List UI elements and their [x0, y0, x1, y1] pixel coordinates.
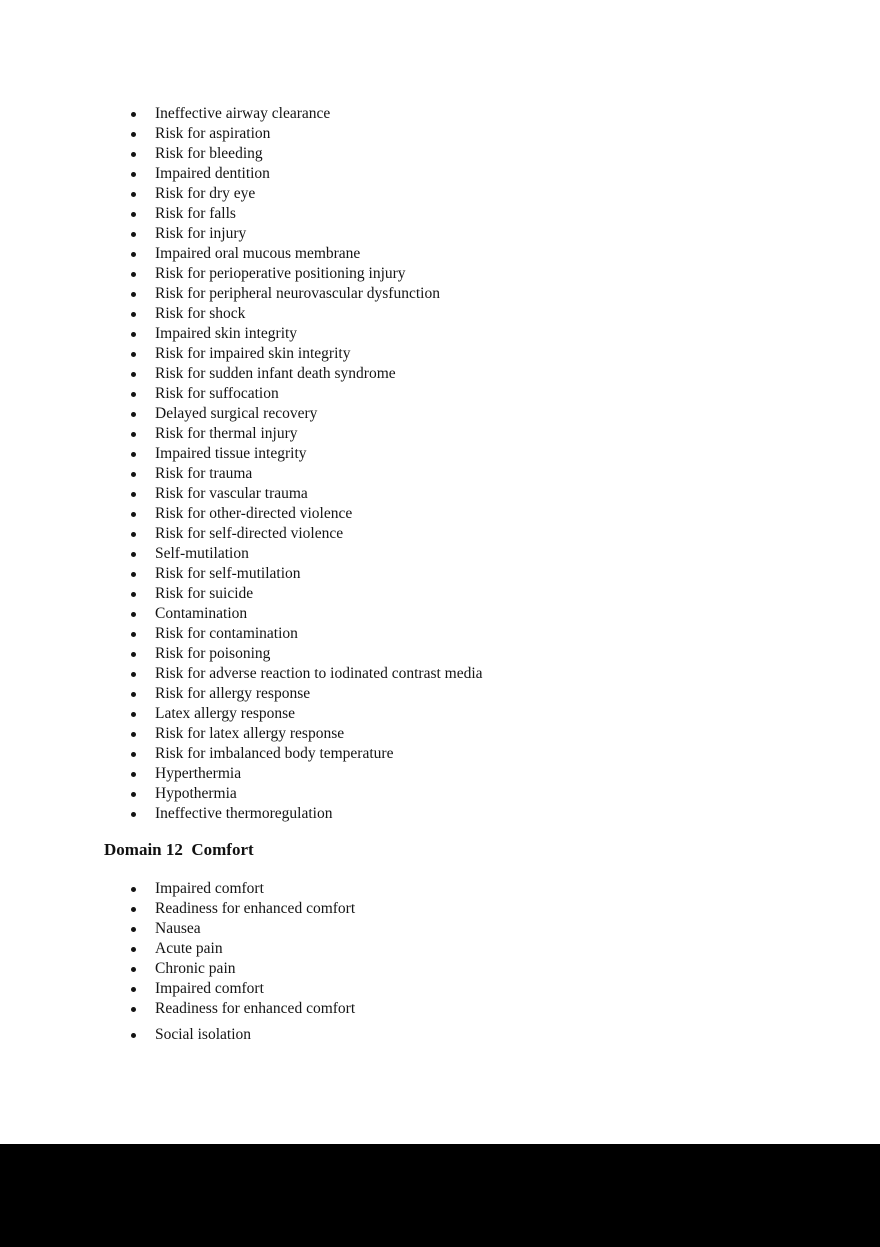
- list-item: [155, 464, 483, 484]
- bullet-icon: [131, 532, 136, 537]
- list-item-text: Risk for shock: [155, 305, 246, 322]
- list-item-text: Risk for sudden infant death syndrome: [155, 365, 396, 382]
- list-item: [155, 804, 483, 824]
- list-item-text: Contamination: [155, 605, 248, 622]
- list-item: [155, 524, 483, 544]
- list-item-text: Social isolation: [155, 1026, 252, 1043]
- comfort-diagnosis-list: [155, 879, 355, 1019]
- bullet-icon: [131, 712, 136, 717]
- list-item: [155, 879, 355, 899]
- footer-black-band: [0, 1144, 880, 1247]
- bullet-icon: [131, 352, 136, 357]
- bullet-icon: [131, 192, 136, 197]
- list-item: [155, 184, 483, 204]
- list-item: [155, 744, 483, 764]
- bullet-icon: [131, 812, 136, 817]
- bullet-icon: [131, 112, 136, 117]
- bullet-icon: [131, 967, 136, 972]
- list-item: [155, 224, 483, 244]
- bullet-icon: [131, 232, 136, 237]
- bullet-icon: [131, 552, 136, 557]
- social-isolation-list: [155, 1025, 251, 1045]
- bullet-icon: [131, 612, 136, 617]
- list-item-text: Nausea: [155, 920, 201, 937]
- list-item-text: Risk for adverse reaction to iodinated contrast media: [155, 665, 483, 682]
- list-item: [155, 1025, 251, 1045]
- list-item-text: Impaired skin integrity: [155, 325, 298, 342]
- bullet-icon: [131, 252, 136, 257]
- bullet-icon: [131, 472, 136, 477]
- list-item-text: Risk for falls: [155, 205, 236, 222]
- list-item: [155, 784, 483, 804]
- bullet-icon: [131, 947, 136, 952]
- list-item: [155, 284, 483, 304]
- bullet-icon: [131, 432, 136, 437]
- list-item-text: Risk for peripheral neurovascular dysfunction: [155, 285, 440, 302]
- bullet-icon: [131, 312, 136, 317]
- list-item: [155, 939, 355, 959]
- list-item: [155, 584, 483, 604]
- list-item: [155, 144, 483, 164]
- list-item-text: Acute pain: [155, 940, 223, 957]
- list-item-text: Hyperthermia: [155, 765, 242, 782]
- list-item-text: Risk for imbalanced body temperature: [155, 745, 394, 762]
- list-item-text: Risk for dry eye: [155, 185, 256, 202]
- list-item-text: Risk for injury: [155, 225, 247, 242]
- bullet-icon: [131, 927, 136, 932]
- list-item-text: Ineffective thermoregulation: [155, 805, 333, 822]
- list-item-text: Impaired tissue integrity: [155, 445, 307, 462]
- list-item: [155, 764, 483, 784]
- list-item-text: Risk for self-directed violence: [155, 525, 344, 542]
- list-item: [155, 704, 483, 724]
- list-item: [155, 644, 483, 664]
- list-item-text: Hypothermia: [155, 785, 237, 802]
- bullet-icon: [131, 772, 136, 777]
- bullet-icon: [131, 987, 136, 992]
- list-item: [155, 264, 483, 284]
- list-item-text: Risk for thermal injury: [155, 425, 298, 442]
- domain-12-comfort-heading: Domain 12 Comfort: [104, 840, 254, 859]
- list-item-text: Impaired comfort: [155, 880, 264, 897]
- list-item: [155, 624, 483, 644]
- list-item-text: Risk for impaired skin integrity: [155, 345, 351, 362]
- list-item: [155, 664, 483, 684]
- list-item: [155, 484, 483, 504]
- list-item-text: Readiness for enhanced comfort: [155, 1000, 356, 1017]
- list-item: [155, 444, 483, 464]
- list-item: [155, 124, 483, 144]
- list-item: [155, 164, 483, 184]
- bullet-icon: [131, 492, 136, 497]
- bullet-icon: [131, 512, 136, 517]
- list-item-text: Risk for bleeding: [155, 145, 263, 162]
- list-item-text: Risk for contamination: [155, 625, 298, 642]
- list-item-text: Readiness for enhanced comfort: [155, 900, 356, 917]
- bullet-icon: [131, 1007, 136, 1012]
- list-item: [155, 959, 355, 979]
- list-item: [155, 564, 483, 584]
- list-item: [155, 544, 483, 564]
- list-item-text: Impaired dentition: [155, 165, 270, 182]
- bullet-icon: [131, 652, 136, 657]
- list-item-text: Impaired comfort: [155, 980, 264, 997]
- bullet-icon: [131, 887, 136, 892]
- list-item: [155, 104, 483, 124]
- list-item: [155, 899, 355, 919]
- list-item-text: Risk for allergy response: [155, 685, 311, 702]
- bullet-icon: [131, 632, 136, 637]
- bullet-icon: [131, 672, 136, 677]
- list-item: [155, 684, 483, 704]
- list-item-text: Self-mutilation: [155, 545, 249, 562]
- list-item: [155, 304, 483, 324]
- list-item-text: Risk for self-mutilation: [155, 565, 301, 582]
- bullet-icon: [131, 172, 136, 177]
- bullet-icon: [131, 412, 136, 417]
- list-item-text: Risk for poisoning: [155, 645, 271, 662]
- list-item-text: Latex allergy response: [155, 705, 296, 722]
- bullet-icon: [131, 452, 136, 457]
- bullet-icon: [131, 732, 136, 737]
- list-item: [155, 244, 483, 264]
- list-item: [155, 724, 483, 744]
- list-item-text: Impaired oral mucous membrane: [155, 245, 361, 262]
- list-item: [155, 344, 483, 364]
- bullet-icon: [131, 792, 136, 797]
- bullet-icon: [131, 752, 136, 757]
- bullet-icon: [131, 152, 136, 157]
- list-item: [155, 324, 483, 344]
- list-item-text: Risk for aspiration: [155, 125, 271, 142]
- list-item-text: Chronic pain: [155, 960, 236, 977]
- list-item-text: Delayed surgical recovery: [155, 405, 318, 422]
- bullet-icon: [131, 392, 136, 397]
- list-item: [155, 204, 483, 224]
- bullet-icon: [131, 692, 136, 697]
- list-item-text: Risk for perioperative positioning injury: [155, 265, 406, 282]
- bullet-icon: [131, 907, 136, 912]
- bullet-icon: [131, 372, 136, 377]
- bullet-icon: [131, 212, 136, 217]
- bullet-icon: [131, 292, 136, 297]
- list-item-text: Risk for trauma: [155, 465, 253, 482]
- bullet-icon: [131, 592, 136, 597]
- list-item: [155, 364, 483, 384]
- list-item: [155, 919, 355, 939]
- list-item: [155, 384, 483, 404]
- bullet-icon: [131, 132, 136, 137]
- list-item-text: Risk for suffocation: [155, 385, 279, 402]
- list-item-text: Ineffective airway clearance: [155, 105, 331, 122]
- bullet-icon: [131, 272, 136, 277]
- list-item: [155, 999, 355, 1019]
- bullet-icon: [131, 572, 136, 577]
- list-item: [155, 424, 483, 444]
- list-item-text: Risk for suicide: [155, 585, 254, 602]
- list-item: [155, 404, 483, 424]
- list-item: [155, 604, 483, 624]
- bullet-icon: [131, 1033, 136, 1038]
- list-item: [155, 504, 483, 524]
- nursing-diagnosis-list-top: [155, 104, 483, 824]
- list-item: [155, 979, 355, 999]
- list-item-text: Risk for vascular trauma: [155, 485, 308, 502]
- list-item-text: Risk for other-directed violence: [155, 505, 353, 522]
- list-item-text: Risk for latex allergy response: [155, 725, 345, 742]
- bullet-icon: [131, 332, 136, 337]
